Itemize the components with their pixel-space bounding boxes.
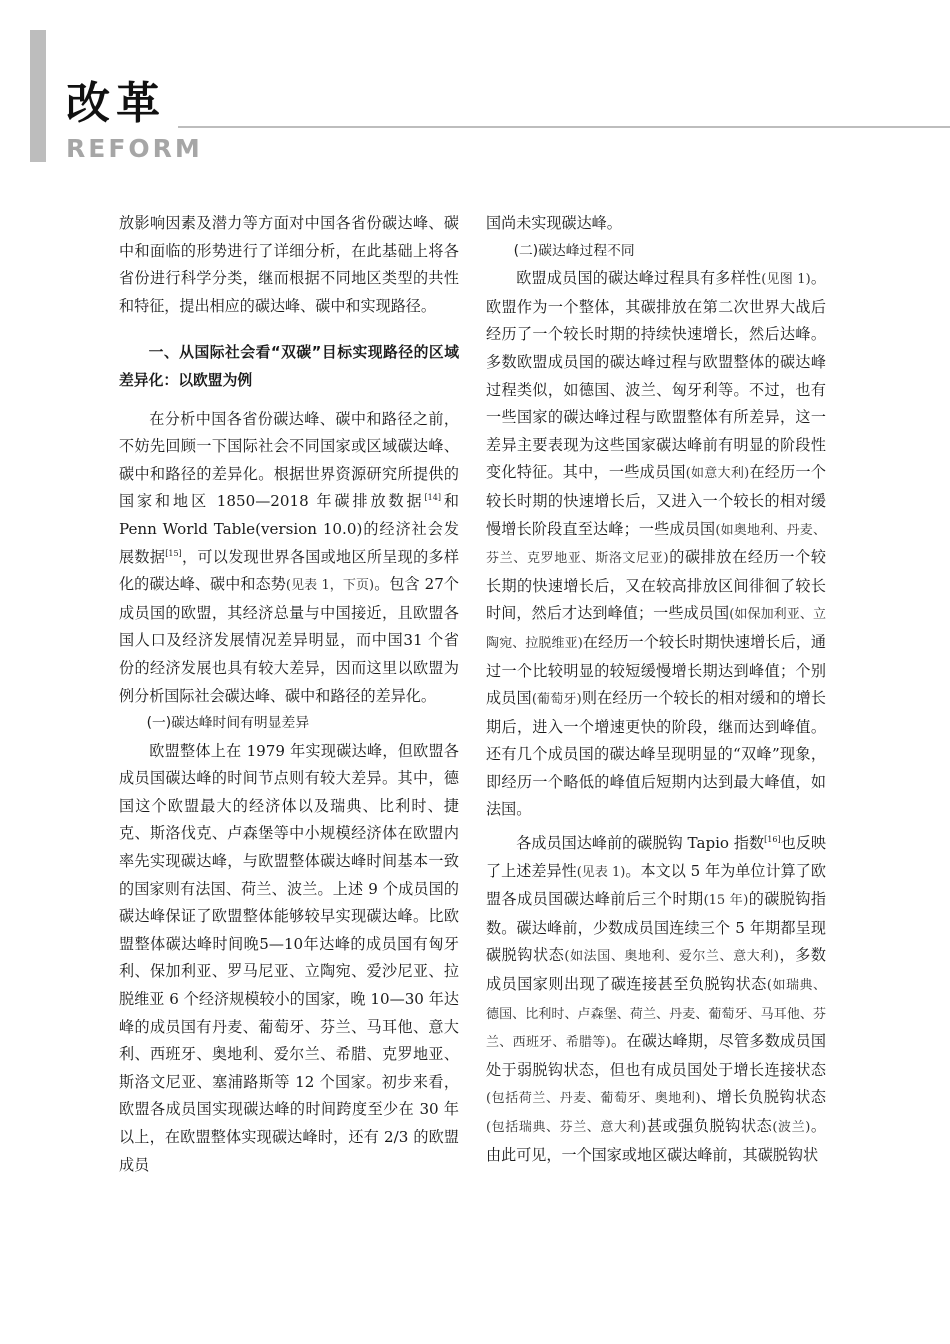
header-accent-bar bbox=[30, 30, 46, 162]
citation: (如法国、奥地利、爱尔兰、意大利) bbox=[564, 949, 779, 965]
text-run: 甚或强负脱钩状态 bbox=[646, 1117, 773, 1135]
citation: (见表 1，下页) bbox=[285, 578, 375, 594]
text-run: 在经历一个较长时期的快速增长后，又进入一个较长的相对缓慢增长阶段直至达峰；一些成员国 bbox=[486, 463, 826, 538]
subsection-heading: (一)碳达峰时间有明显差异 bbox=[146, 715, 310, 732]
text-run: 各成员国达峰前的碳脱钩 Tapio 指数 bbox=[516, 834, 765, 853]
header-rule bbox=[178, 126, 950, 128]
citation: (见图 1) bbox=[761, 272, 811, 288]
section-heading: 一、从国际社会看“双碳”目标实现路径的区域差异化：以欧盟为例 bbox=[119, 344, 459, 389]
reference-mark: [15] bbox=[165, 548, 182, 558]
text-run: 和 Penn World Table(version 10.0)的经济社会发展数据 bbox=[119, 492, 459, 566]
paragraph bbox=[486, 265, 826, 824]
text-run: 在分析中国各省份碳达峰、碳中和路径之前，不妨先回顾一下国际社会不同国家或区域碳达峰、碳中和路径的差异化。根据世界资源研究所提供的国家和地区 1850—2018 年碳排放数据 bbox=[119, 409, 459, 511]
text-run: 的碳排放在经历一个较长期的快速增长后，又在较高排放区间徘徊了较长时间，然后才达到峰值；一些成员国 bbox=[486, 548, 826, 623]
citation: (如保加利亚、立陶宛、拉脱维亚) bbox=[486, 607, 826, 651]
paragraph: 欧盟整体上在 1979 年实现碳达峰，但欧盟各成员国碳达峰的时间节点则有较大差异。其中，德国这个欧盟最大的经济体以及瑞典、比利时、捷克、斯洛伐克、卢森堡等中小规模经济体在欧盟内率先实现碳达峰，与欧盟整体碳达峰时间基本一致的国家则有法国、荷兰、波兰。上述 9 个成员国的碳达峰保证了欧盟整体能够较早实现碳达峰。比欧盟整体碳达峰时间晚5—10年达峰的成员国有匈牙利、保加利亚、罗马尼亚、立陶宛、爱沙尼亚、拉脱维亚 6 个经济规模较小的国家，晚 10—30 年达峰的成员国有丹麦、葡萄牙、芬兰、马耳他、意大利、西班牙、奥地利、爱尔兰、希腊、克罗地亚、斯洛文尼亚、塞浦路斯等 12 个国家。初步来看，欧盟各成员国实现碳达峰的时间跨度至少在 30 年以上，在欧盟整体实现碳达峰时，还有 2/3 的欧盟成员 bbox=[119, 741, 459, 1174]
citation: (包括瑞典、芬兰、意大利) bbox=[486, 1120, 647, 1135]
text-run: 。由此可见，一个国家或地区碳达峰前，其碳脱钩状 bbox=[486, 1117, 826, 1164]
text-run: 。欧盟作为一个整体，其碳排放在第二次世界大战后经历了一个较长时期的持续快速增长，然后达峰。多数欧盟成员国的碳达峰过程与欧盟整体的碳达峰过程类似，如德国、波兰、匈牙利等。不过，也有一些国家的碳达峰过程与欧盟整体有所差异，这一差异主要表现为这些国家碳达峰前有明显的阶段性变化特征。其中，一些成员国 bbox=[486, 269, 826, 482]
text-run: 则在经历一个较长的相对缓和的增长期后，进入一个增速更快的阶段，继而达到峰值。还有几个成员国的碳达峰呈现明显的“双峰”现象，即经历一个略低的峰值后短期内达到最大峰值，如法国。 bbox=[486, 689, 826, 819]
citation: (葡萄牙) bbox=[531, 692, 582, 708]
subsection-heading: (二)碳达峰过程不同 bbox=[513, 242, 635, 259]
column-logo-title: 改革 bbox=[66, 78, 166, 129]
column-logo-subtitle: REFORM bbox=[66, 134, 203, 163]
citation: (包括荷兰、丹麦、葡萄牙、奥地利) bbox=[486, 1091, 701, 1107]
paragraph bbox=[119, 406, 459, 711]
citation: (如奥地利、丹麦、芬兰、克罗地亚、斯洛文尼亚) bbox=[486, 522, 826, 567]
paragraph bbox=[486, 830, 826, 1169]
citation: (如瑞典、德国、比利时、卢森堡、荷兰、丹麦、葡萄牙、马耳他、芬兰、西班牙、希腊等) bbox=[486, 978, 826, 1051]
text-run: 。包含 27个成员国的欧盟，其经济总量与中国接近，且欧盟各国人口及经济发展情况差异明显，而中国31 个省份的经济发展也具有较大差异，因而这里以欧盟为例分析国际社会碳达峰、碳中和路径的差异化。 bbox=[119, 575, 459, 705]
citation: (见表 1) bbox=[576, 864, 626, 880]
text-run: 欧盟成员国的碳达峰过程具有多样性 bbox=[516, 269, 762, 288]
text-run: 、增长负脱钩状态 bbox=[700, 1088, 826, 1107]
citation: (波兰) bbox=[772, 1120, 811, 1135]
reference-mark: [16] bbox=[764, 835, 781, 845]
right-column bbox=[486, 210, 826, 1169]
text-run: 也反映了上述差异性 bbox=[486, 834, 826, 880]
text-run: 。本文以 5 年为单位计算了欧盟各成员国碳达峰前后三个时期 bbox=[486, 861, 826, 909]
continued-text: 国尚未实现碳达峰。 bbox=[486, 214, 622, 232]
text-run: ，多数成员国家则出现了碳连接甚至负脱钩状态 bbox=[486, 946, 826, 994]
intro-paragraph: 放影响因素及潜力等方面对中国各省份碳达峰、碳中和面临的形势进行了详细分析，在此基础上将各省份进行科学分类，继而根据不同地区类型的共性和特征，提出相应的碳达峰、碳中和实现路径。 bbox=[119, 214, 459, 315]
text-run: 在经历一个较长时期快速增长后，通过一个比较明显的较短缓慢增长期达到峰值；个别成员国 bbox=[486, 632, 826, 708]
text-run: ，可以发现世界各国或地区所呈现的多样化的碳达峰、碳中和态势 bbox=[119, 547, 459, 594]
text-run: 。在碳达峰期，尽管多数成员国处于弱脱钩状态，但也有成员国处于增长连接状态 bbox=[486, 1032, 826, 1079]
citation: (如意大利) bbox=[685, 466, 750, 482]
text-run: 的碳脱钩指数。碳达峰前，少数成员国连续三个 5 年期都呈现碳脱钩状态 bbox=[486, 890, 826, 965]
reference-mark: [14] bbox=[424, 493, 441, 503]
left-column bbox=[119, 210, 459, 1179]
citation: (15 年) bbox=[703, 893, 749, 909]
